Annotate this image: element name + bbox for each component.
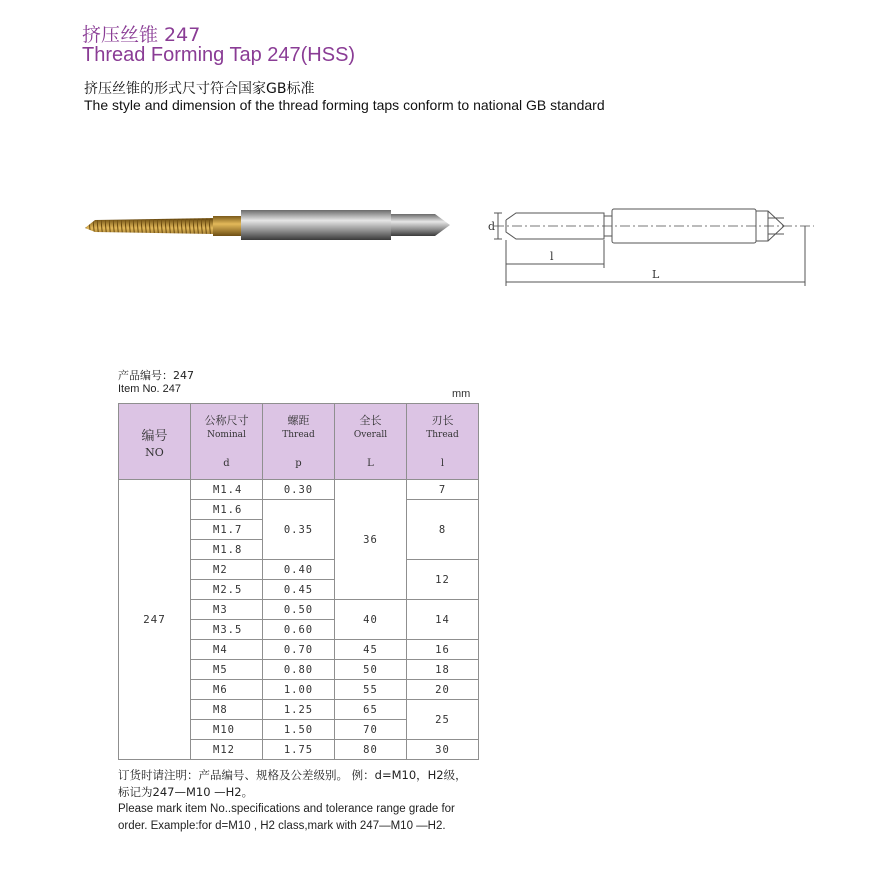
cell-d: M6 bbox=[191, 680, 263, 700]
cell-p: 0.30 bbox=[263, 480, 335, 500]
table-row bbox=[119, 480, 479, 500]
dim-label-L: L bbox=[652, 268, 660, 281]
col-header-pitch: 螺距 Thread p bbox=[263, 404, 335, 480]
order-note-cn-line1: 订货时请注明：产品编号、规格及公差级别。 例：d=M10，H2级， bbox=[118, 768, 467, 782]
order-note-en-line2: order. Example:for d=M10 , H2 class,mark with 247—M10 —H2. bbox=[118, 820, 446, 832]
tap-neck bbox=[213, 216, 241, 236]
cell-d: M2.5 bbox=[191, 580, 263, 600]
cell-p: 0.40 bbox=[263, 560, 335, 580]
cell-p: 1.75 bbox=[263, 740, 335, 760]
dim-label-d: d bbox=[488, 220, 496, 233]
spec-table bbox=[118, 403, 479, 760]
cell-p: 1.25 bbox=[263, 700, 335, 720]
cell-d: M8 bbox=[191, 700, 263, 720]
cell-L: 80 bbox=[335, 740, 407, 760]
cell-no: 247 bbox=[119, 480, 191, 760]
standard-note-en: The style and dimension of the thread forming taps conform to national GB standard bbox=[84, 97, 605, 113]
col-header-nominal: 公称尺寸 Nominal d bbox=[191, 404, 263, 480]
page-title-en: Thread Forming Tap 247(HSS) bbox=[82, 44, 356, 66]
tap-photo bbox=[85, 200, 455, 250]
cell-L: 65 bbox=[335, 700, 407, 720]
cell-L: 36 bbox=[335, 480, 407, 600]
col-header-overall: 全长 Overall L bbox=[335, 404, 407, 480]
cell-d: M1.7 bbox=[191, 520, 263, 540]
item-number-en: Item No. 247 bbox=[118, 383, 181, 395]
dim-label-l: l bbox=[550, 250, 554, 263]
cell-L: 70 bbox=[335, 720, 407, 740]
cell-d: M1.4 bbox=[191, 480, 263, 500]
table-header-row bbox=[119, 404, 479, 480]
cell-p: 0.70 bbox=[263, 640, 335, 660]
cell-p: 1.00 bbox=[263, 680, 335, 700]
order-note-cn-line2: 标记为247—M10 —H2。 bbox=[118, 785, 254, 799]
cell-L: 40 bbox=[335, 600, 407, 640]
cell-d: M5 bbox=[191, 660, 263, 680]
cell-p: 0.50 bbox=[263, 600, 335, 620]
cell-p: 0.80 bbox=[263, 660, 335, 680]
cell-l: 12 bbox=[407, 560, 479, 600]
unit-label: mm bbox=[452, 388, 471, 400]
cell-d: M3 bbox=[191, 600, 263, 620]
order-note-en-line1: Please mark item No..specifications and tolerance range grade for bbox=[118, 803, 455, 815]
cell-d: M1.8 bbox=[191, 540, 263, 560]
cell-L: 45 bbox=[335, 640, 407, 660]
tap-thread-section bbox=[85, 218, 213, 234]
cell-l: 7 bbox=[407, 480, 479, 500]
cell-l: 16 bbox=[407, 640, 479, 660]
item-number-cn: 产品编号：247 bbox=[118, 369, 194, 382]
tap-square-end bbox=[391, 214, 450, 236]
standard-note-cn: 挤压丝锥的形式尺寸符合国家GB标准 bbox=[84, 81, 315, 97]
cell-d: M10 bbox=[191, 720, 263, 740]
cell-p: 0.35 bbox=[263, 500, 335, 560]
cell-l: 18 bbox=[407, 660, 479, 680]
cell-d: M1.6 bbox=[191, 500, 263, 520]
cell-p: 1.50 bbox=[263, 720, 335, 740]
cell-L: 50 bbox=[335, 660, 407, 680]
tap-dimension-drawing bbox=[484, 196, 820, 296]
cell-d: M2 bbox=[191, 560, 263, 580]
col-header-no: 编号 NO bbox=[119, 404, 191, 480]
cell-l: 20 bbox=[407, 680, 479, 700]
cell-d: M4 bbox=[191, 640, 263, 660]
cell-l: 14 bbox=[407, 600, 479, 640]
cell-p: 0.45 bbox=[263, 580, 335, 600]
col-header-thread-length: 刃长 Thread l bbox=[407, 404, 479, 480]
cell-l: 8 bbox=[407, 500, 479, 560]
page-title-cn: 挤压丝锥 247 bbox=[82, 24, 201, 46]
cell-d: M12 bbox=[191, 740, 263, 760]
cell-d: M3.5 bbox=[191, 620, 263, 640]
cell-p: 0.60 bbox=[263, 620, 335, 640]
cell-l: 25 bbox=[407, 700, 479, 740]
cell-l: 30 bbox=[407, 740, 479, 760]
cell-L: 55 bbox=[335, 680, 407, 700]
tap-shank bbox=[241, 210, 391, 240]
